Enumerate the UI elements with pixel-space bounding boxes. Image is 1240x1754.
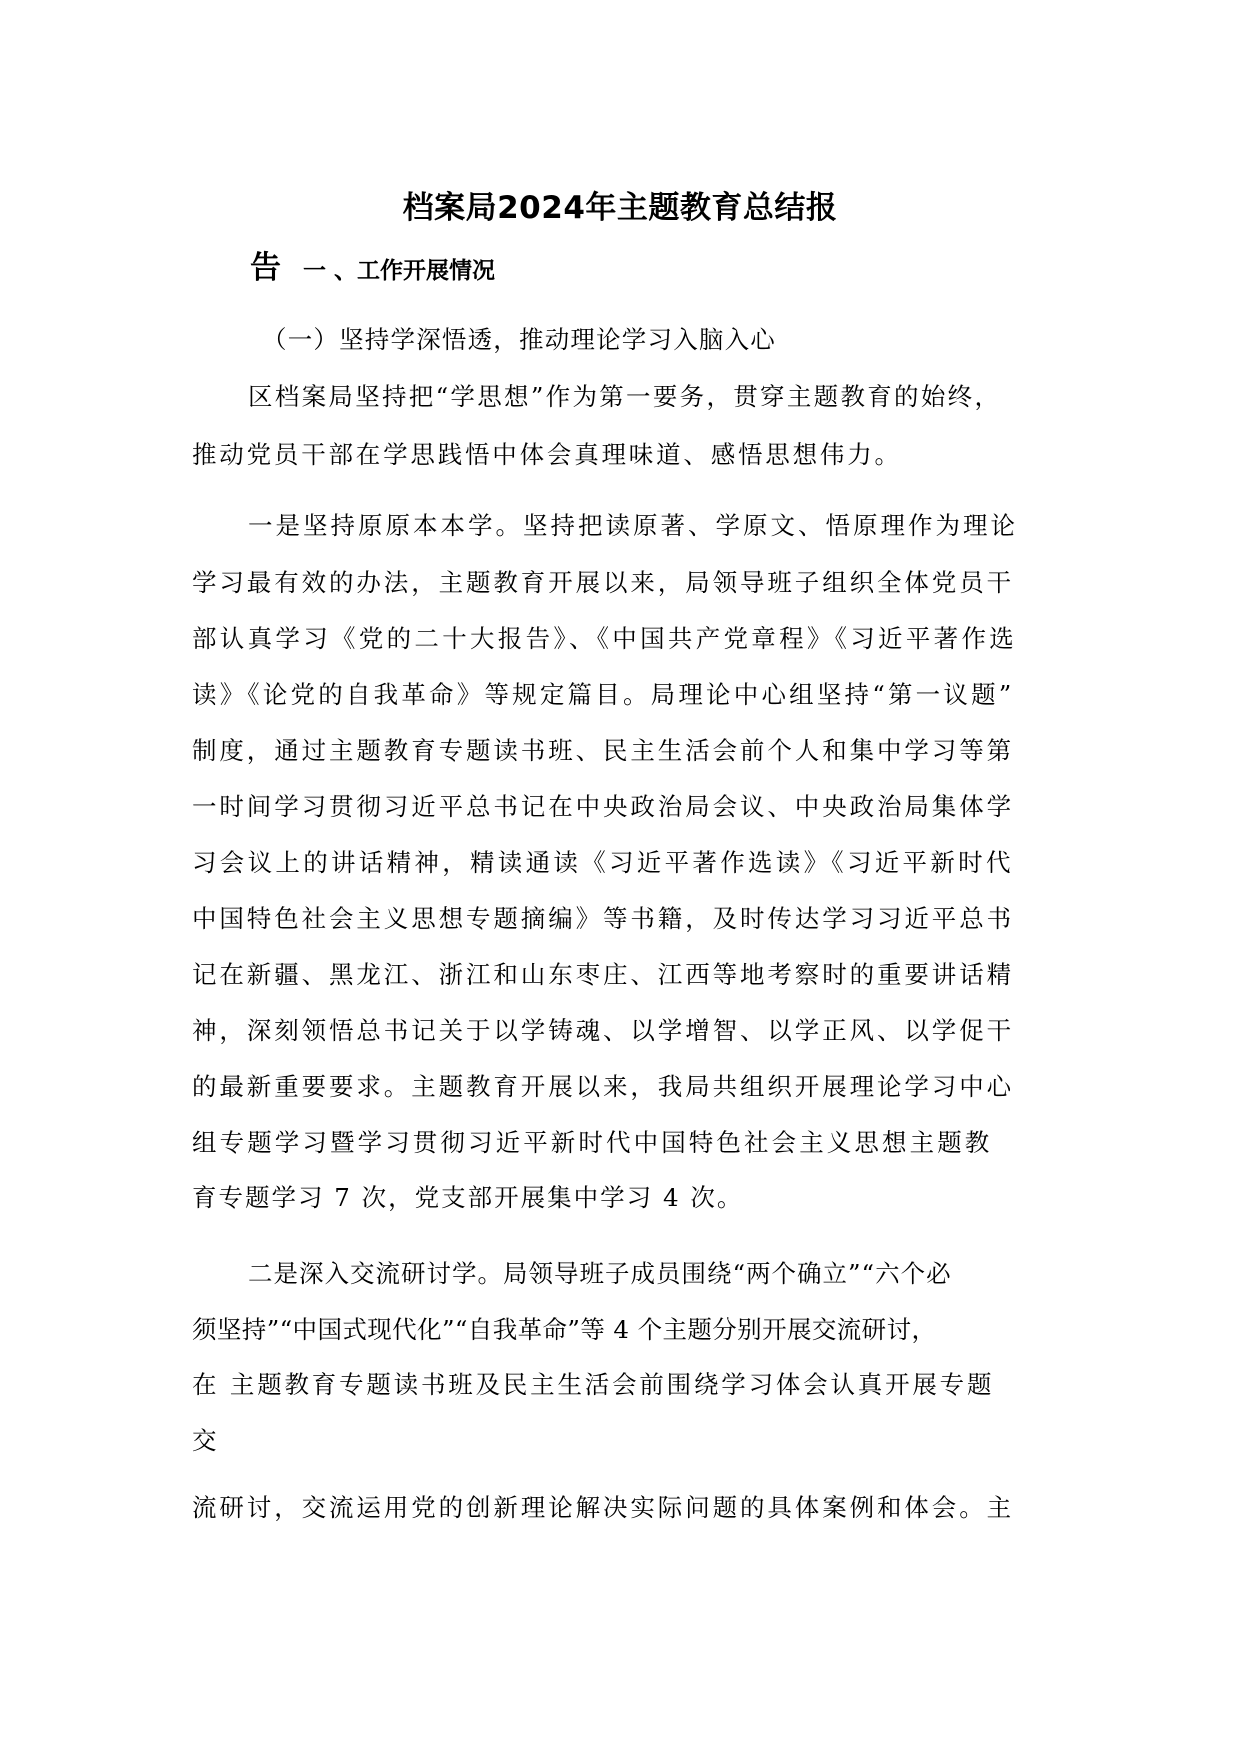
subsection-heading: （一）坚持学深悟透，推动理论学习入脑入心 — [262, 325, 776, 354]
title-continuation: 告 — [250, 250, 281, 286]
section-heading-text: 一 、工作开展情况 — [303, 258, 496, 284]
section-heading — [250, 248, 495, 291]
paragraph-line: 习会议上的讲话精神，精读通读《习近平著作选读》《习近平新时代 — [192, 848, 1014, 877]
paragraph-line: 在 主题教育专题读书班及民主生活会前围绕学习体会认真开展专题 — [192, 1370, 995, 1399]
paragraph-line: 一是坚持原原本本学。坚持把读原著、学原文、悟原理作为理论 — [248, 511, 1018, 540]
paragraph-line: 学习最有效的办法，主题教育开展以来，局领导班子组织全体党员干 — [192, 568, 1014, 597]
paragraph-line: 推动党员干部在学思践悟中体会真理味道、感悟思想伟力。 — [192, 440, 902, 469]
paragraph-line: 读》《论党的自我革命》等规定篇目。局理论中心组坚持“第一议题” — [192, 680, 1015, 709]
paragraph-line: 部认真学习《党的二十大报告》、《中国共产党章程》《习近平著作选 — [192, 624, 1018, 653]
paragraph-line: 区档案局坚持把“学思想”作为第一要务，贯穿主题教育的始终， — [248, 382, 1002, 411]
paragraph-line: 交 — [192, 1426, 217, 1455]
paragraph-line: 一时间学习贯彻习近平总书记在中央政治局会议、中央政治局集体学 — [192, 792, 1014, 821]
paragraph-line: 神，深刻领悟总书记关于以学铸魂、以学增智、以学正风、以学促干 — [192, 1016, 1014, 1045]
paragraph-line: 制度，通过主题教育专题读书班、民主生活会前个人和集中学习等第 — [192, 736, 1014, 765]
paragraph-line: 记在新疆、黑龙江、浙江和山东枣庄、江西等地考察时的重要讲话精 — [192, 960, 1014, 989]
paragraph-line: 组专题学习暨学习贯彻习近平新时代中国特色社会主义思想主题教 — [192, 1128, 993, 1157]
paragraph-line: 二是深入交流研讨学。局领导班子成员围绕“两个确立”“六个必 — [248, 1259, 952, 1288]
paragraph-line: 须坚持”“中国式现代化”“自我革命”等 4 个主题分别开展交流研讨， — [192, 1315, 937, 1344]
paragraph-line: 流研讨，交流运用党的创新理论解决实际问题的具体案例和体会。主 — [192, 1493, 1014, 1522]
document-title: 档案局2024年主题教育总结报 — [402, 190, 838, 226]
paragraph-line: 中国特色社会主义思想专题摘编》等书籍，及时传达学习习近平总书 — [192, 904, 1014, 933]
paragraph-line: 的最新重要要求。主题教育开展以来，我局共组织开展理论学习中心 — [192, 1072, 1014, 1101]
paragraph-line: 育专题学习 7 次，党支部开展集中学习 4 次。 — [192, 1183, 744, 1212]
